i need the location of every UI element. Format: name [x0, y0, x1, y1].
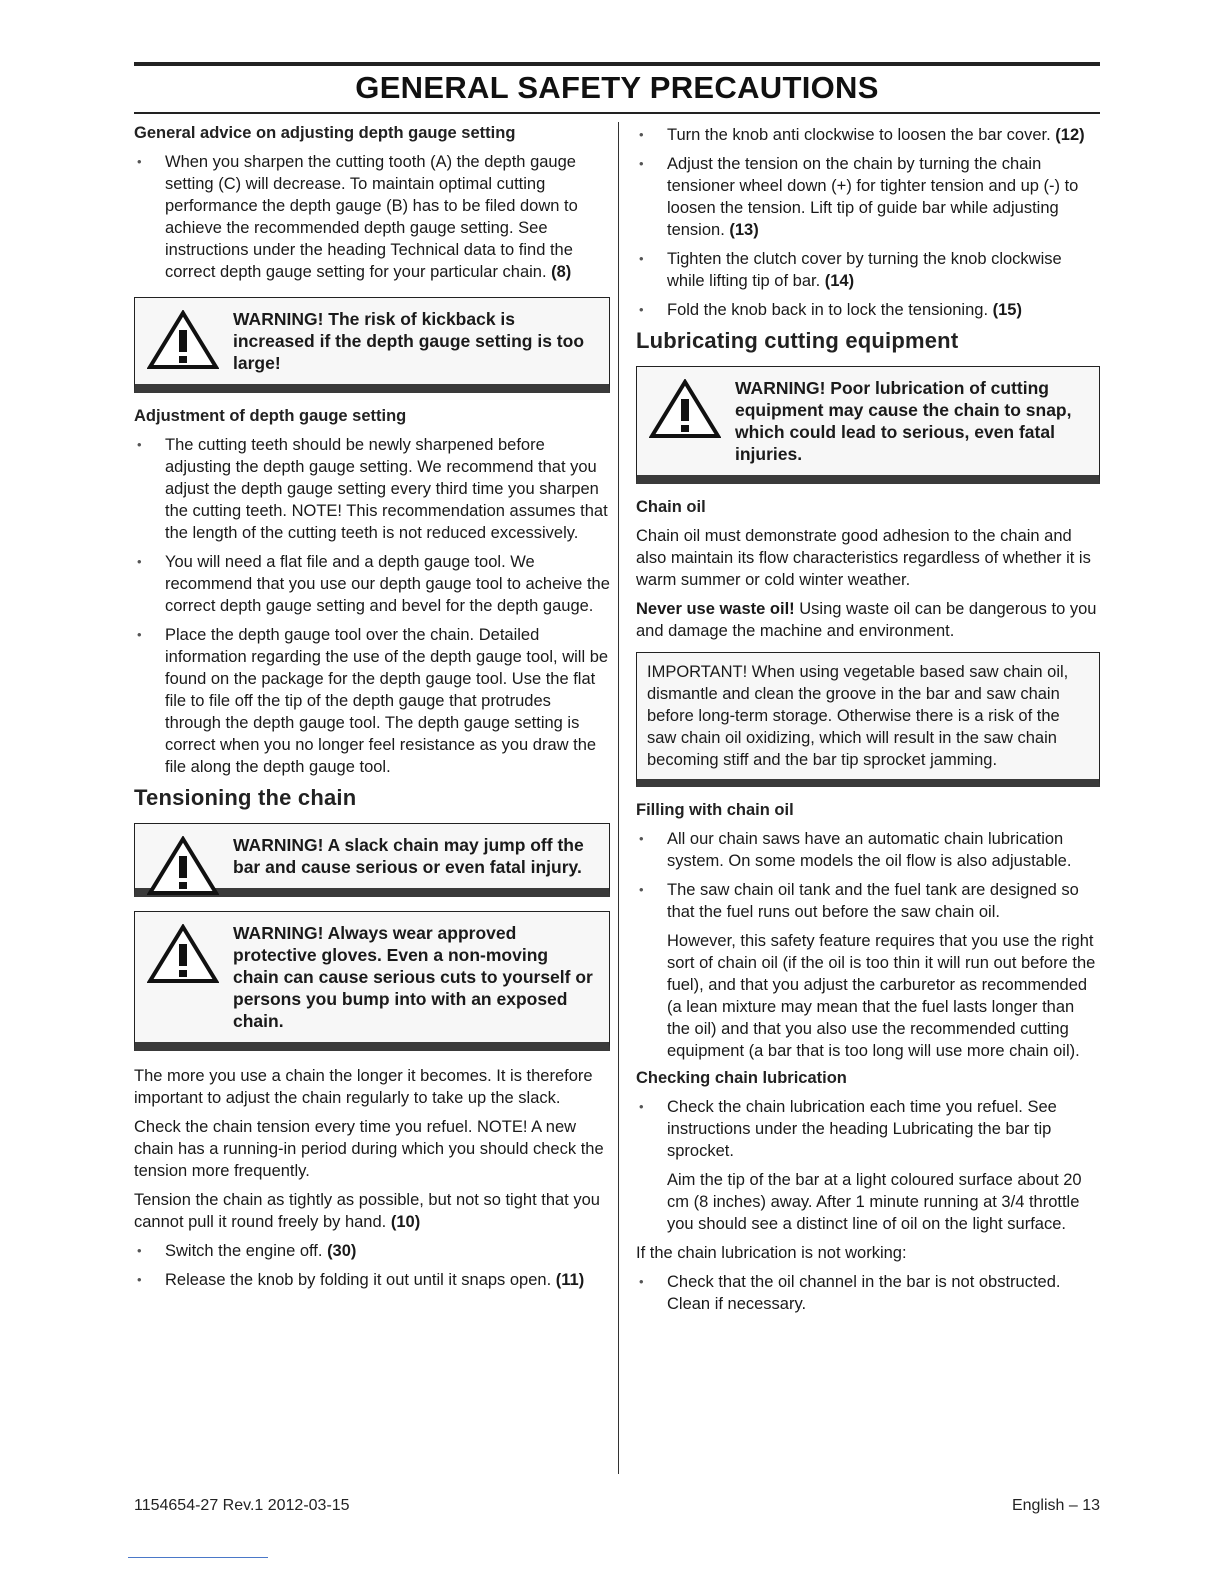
- filling-note: However, this safety feature requires that you use the right sort of chain oil (if the oil is too thin it will run out before the fuel), and that you adjust the carburetor as recommended (a lean mixture may mean that the fuel lasts longer than the oil) and that you also use the recommended cutting equipment (a bar that is too long will use more chain oil).: [667, 932, 1096, 1060]
- list-item: • All our chain saws have an automatic chain lubrication system. On some models the oil flow is also adjustable.: [636, 828, 1100, 872]
- list-item: [134, 1269, 610, 1291]
- list-item: • The cutting teeth should be newly sharpened before adjusting the depth gauge setting. We recommend that you adjust the depth gauge setting every third time you sharpen the cutting teeth. NOTE! This recommendation assumes that the length of the cutting teeth is not reduced excessively.: [134, 434, 610, 544]
- scan-artifact-line: [128, 1557, 268, 1558]
- checking-list: [636, 1096, 1100, 1162]
- left-column: [134, 124, 610, 1298]
- warning-text: WARNING! A slack chain may jump off the bar and cause serious or even fatal injury.: [233, 835, 584, 877]
- right-column: [636, 124, 1100, 1322]
- figure-ref: (14): [824, 272, 855, 290]
- figure-ref: (10): [390, 1213, 421, 1231]
- header-rule-top: [134, 62, 1100, 66]
- step-text: Tighten the clutch cover by turning the knob clockwise while lifting tip of bar.: [667, 250, 1062, 290]
- header-rule-bottom: [134, 112, 1100, 114]
- step-text: Turn the knob anti clockwise to loosen the bar cover.: [667, 126, 1051, 144]
- depth-gauge-heading: General advice on adjusting depth gauge setting: [134, 124, 516, 142]
- list-item: • You will need a flat file and a depth gauge tool. We recommend that you use our depth gauge tool to acheive the correct depth gauge setting and bevel for the depth gauge.: [134, 551, 610, 617]
- column-divider: [618, 122, 619, 1474]
- if-not-list: [636, 1271, 1100, 1315]
- step-text: Adjust the tension on the chain by turning the chain tensioner wheel down (+) for tighter tension and up (-) to loosen the tension. Lift tip of guide bar while adjusting tension.: [667, 155, 1079, 239]
- adjustment-heading: Adjustment of depth gauge setting: [134, 407, 407, 425]
- page-number: English – 13: [1011, 1497, 1100, 1514]
- list-item: [636, 248, 1100, 292]
- depth-bullet-text: When you sharpen the cutting tooth (A) the depth gauge setting (C) will decrease. To maintain optimal cutting performance the depth gauge (B) has to be filed down to achieve the recommended depth gauge setting. See instructions under the heading Technical data to find the correct depth gauge setting for your particular chain.: [165, 153, 578, 281]
- warning-triangle-icon: [147, 924, 219, 984]
- important-box: [636, 652, 1100, 787]
- paragraph-tension-tightly: [134, 1189, 610, 1233]
- checking-heading: Checking chain lubrication: [636, 1069, 847, 1087]
- list-item: • Check that the oil channel in the bar is not obstructed. Clean if necessary.: [636, 1271, 1100, 1315]
- list-item: [636, 124, 1100, 146]
- paragraph-chain-length: The more you use a chain the longer it becomes. It is therefore important to adjust the chain regularly to take up the slack.: [134, 1067, 593, 1107]
- list-item: • The saw chain oil tank and the fuel tank are designed so that the fuel runs out before the saw chain oil.: [636, 879, 1100, 923]
- chain-oil-paragraph: Chain oil must demonstrate good adhesion to the chain and also maintain its flow characteristics regardless of whether it is warm summer or cold winter weather.: [636, 527, 1091, 589]
- tensioning-steps-list: [134, 1240, 610, 1291]
- list-item: [134, 1240, 610, 1262]
- warning-box-gloves: [134, 911, 610, 1051]
- warning-text: WARNING! The risk of kickback is increased if the depth gauge setting is too large!: [233, 309, 585, 373]
- warning-triangle-icon: [147, 310, 219, 370]
- tensioning-heading: Tensioning the chain: [134, 785, 357, 810]
- warning-box-lubrication: [636, 366, 1100, 484]
- filling-list: [636, 828, 1100, 923]
- figure-ref: (30): [327, 1242, 357, 1260]
- chain-oil-heading: Chain oil: [636, 498, 706, 516]
- figure-ref: (15): [992, 301, 1022, 319]
- step-text: Release the knob by folding it out until it snaps open.: [165, 1271, 552, 1289]
- list-item: [636, 299, 1100, 321]
- document-id: 1154654-27 Rev.1 2012-03-15: [134, 1497, 350, 1514]
- figure-ref: (11): [555, 1271, 585, 1289]
- list-item: [134, 151, 610, 283]
- list-item: [636, 153, 1100, 241]
- if-not-working: If the chain lubrication is not working:: [636, 1244, 907, 1262]
- important-text: IMPORTANT! When using vegetable based saw chain oil, dismantle and clean the groove in the bar and saw chain before long-term storage. Otherwise there is a risk of the saw chain oil oxidizing, which will result in the saw chain becoming stiff and the bar tip sprocket jamming.: [647, 663, 1069, 769]
- warning-triangle-icon: [649, 379, 721, 439]
- tensioning-steps-continued: [636, 124, 1100, 321]
- list-item: • Check the chain lubrication each time you refuel. See instructions under the heading Lubricating the bar tip sprocket.: [636, 1096, 1100, 1162]
- page-title: GENERAL SAFETY PRECAUTIONS: [355, 70, 879, 105]
- waste-oil-text: Using waste oil can be dangerous to you and damage the machine and environment.: [636, 600, 1097, 640]
- warning-box-kickback: [134, 297, 610, 393]
- filling-heading: Filling with chain oil: [636, 801, 794, 819]
- figure-ref: (12): [1055, 126, 1085, 144]
- depth-gauge-list: [134, 151, 610, 283]
- checking-note: Aim the tip of the bar at a light coloured surface about 20 cm (8 inches) away. After 1 minute running at 3/4 throttle you should see a distinct line of oil on the light surface.: [667, 1171, 1082, 1233]
- step-text: Switch the engine off.: [165, 1242, 323, 1260]
- warning-text: WARNING! Always wear approved protective gloves. Even a non-moving chain can cause serious cuts to yourself or persons you bump into with an exposed chain.: [233, 923, 593, 1031]
- warning-text: WARNING! Poor lubrication of cutting equipment may cause the chain to snap, which could lead to serious, even fatal injuries.: [735, 378, 1072, 464]
- figure-ref: (8): [551, 263, 572, 281]
- waste-oil-warning: Never use waste oil!: [636, 600, 795, 618]
- warning-triangle-icon: [147, 836, 219, 896]
- lubricating-heading: Lubricating cutting equipment: [636, 328, 959, 353]
- step-text: Fold the knob back in to lock the tensioning.: [667, 301, 989, 319]
- warning-box-slack-chain: [134, 823, 610, 897]
- list-item: • Place the depth gauge tool over the chain. Detailed information regarding the use of the depth gauge tool, will be found on the package for the depth gauge tool. Use the flat file to file off the tip of the depth gauge that protrudes through the depth gauge tool. The depth gauge setting is correct when you no longer feel resistance as you draw the file along the depth gauge tool.: [134, 624, 610, 778]
- paragraph-text: Tension the chain as tightly as possible, but not so tight that you cannot pull it round freely by hand.: [134, 1191, 600, 1231]
- waste-oil-paragraph: [636, 598, 1100, 642]
- adjustment-list: [134, 434, 610, 778]
- figure-ref: (13): [729, 221, 759, 239]
- paragraph-check-tension: Check the chain tension every time you refuel. NOTE! A new chain has a running-in period during which you should check the tension more frequently.: [134, 1118, 604, 1180]
